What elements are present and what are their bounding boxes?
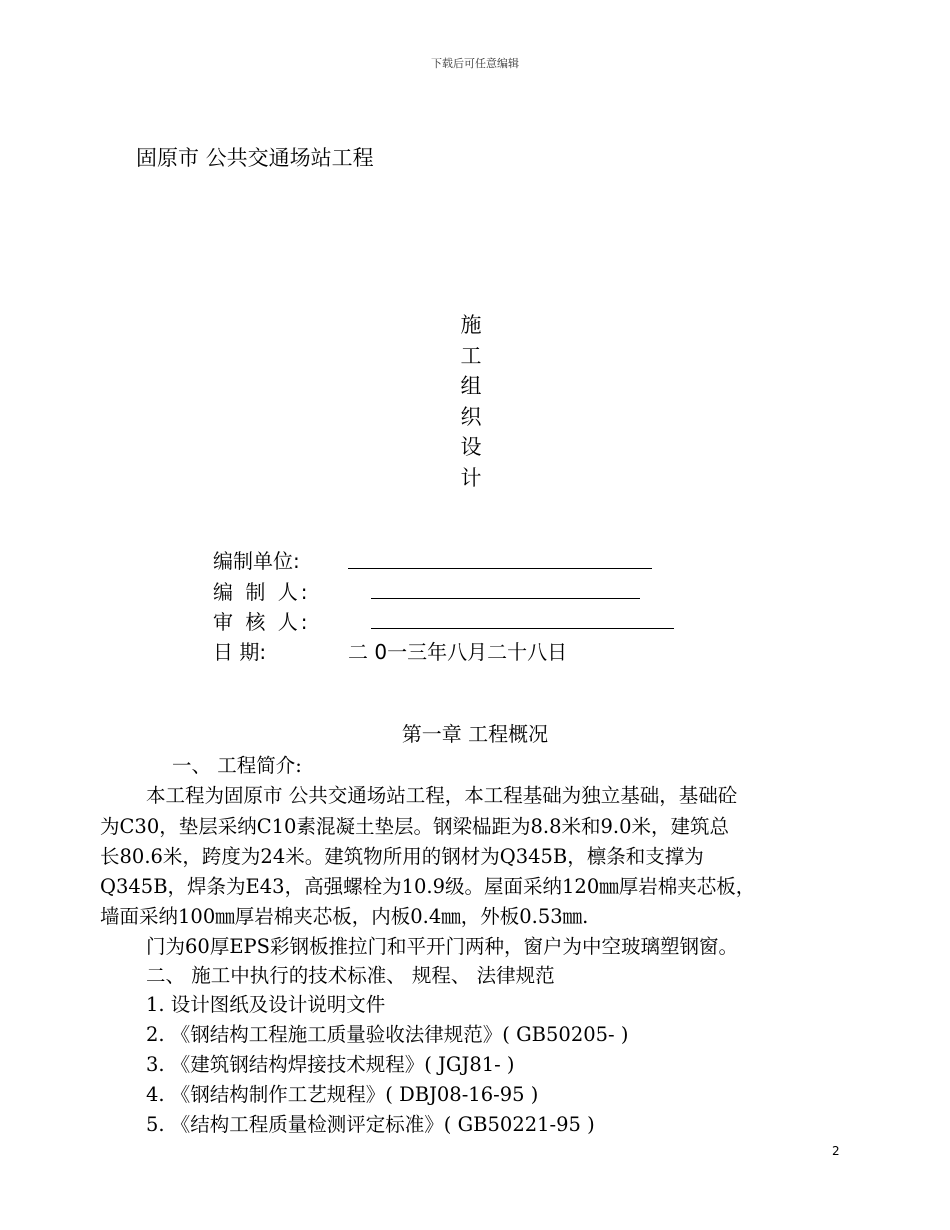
reviewer-blank-line [371, 628, 674, 629]
unit-blank-line [348, 568, 652, 569]
title-char: 计 [460, 465, 482, 490]
editor-blank-line [371, 598, 640, 599]
page-header: 下载后可任意编辑 [431, 57, 519, 70]
paragraph-line: 门为60厚EPS彩钢板推拉门和平开门两种，窗户为中空玻璃塑钢窗。 [146, 935, 739, 958]
title-char: 织 [460, 404, 482, 429]
title-char: 组 [460, 374, 482, 398]
standard-item: 4. 《钢结构制作工艺规程》( DBJ08-16-95 ) [146, 1083, 539, 1106]
title-char: 工 [460, 343, 482, 368]
chapter-title: 第一章 工程概况 [401, 722, 549, 746]
standard-item: 2. 《钢结构工程施工质量验收法律规范》( GB50205- ) [146, 1023, 629, 1046]
paragraph-line: 墙面采纳100㎜厚岩棉夹芯板，内板0.4㎜，外板0.53㎜. [100, 905, 589, 928]
date-label: 日 期: [213, 640, 267, 664]
standard-item: 5. 《结构工程质量检测评定标准》( GB50221-95 ) [146, 1113, 595, 1136]
page-number: 2 [832, 1144, 840, 1158]
unit-label: 编制单位: [213, 549, 300, 573]
paragraph-line: 长80.6米，跨度为24米。建筑物所用的钢材为Q345B，檩条和支撑为 [100, 845, 704, 868]
section-heading: 二、 施工中执行的技术标准、 规程、 法律规范 [146, 964, 555, 987]
reviewer-label: 审 核 人: [213, 610, 311, 634]
project-title: 固原市 公共交通场站工程 [136, 146, 374, 170]
paragraph-line: 为C30，垫层采纳C10素混凝土垫层。钢梁榀距为8.8米和9.0米，建筑总 [100, 815, 729, 838]
paragraph-line: 本工程为固原市 公共交通场站工程，本工程基础为独立基础，基础砼 [146, 784, 738, 807]
editor-label: 编 制 人: [213, 580, 311, 604]
document-title-vertical [456, 310, 486, 493]
section-heading: 一、 工程简介: [172, 754, 302, 777]
title-char: 施 [460, 313, 482, 337]
title-char: 设 [460, 435, 482, 459]
date-value: 二 0一三年八月二十八日 [348, 640, 568, 664]
standard-item: 3. 《建筑钢结构焊接技术规程》( JGJ81- ) [146, 1053, 515, 1076]
standard-item: 1. 设计图纸及设计说明文件 [146, 993, 386, 1016]
paragraph-line: Q345B，焊条为E43，高强螺栓为10.9级。屋面采纳120㎜厚岩棉夹芯板， [100, 875, 756, 898]
